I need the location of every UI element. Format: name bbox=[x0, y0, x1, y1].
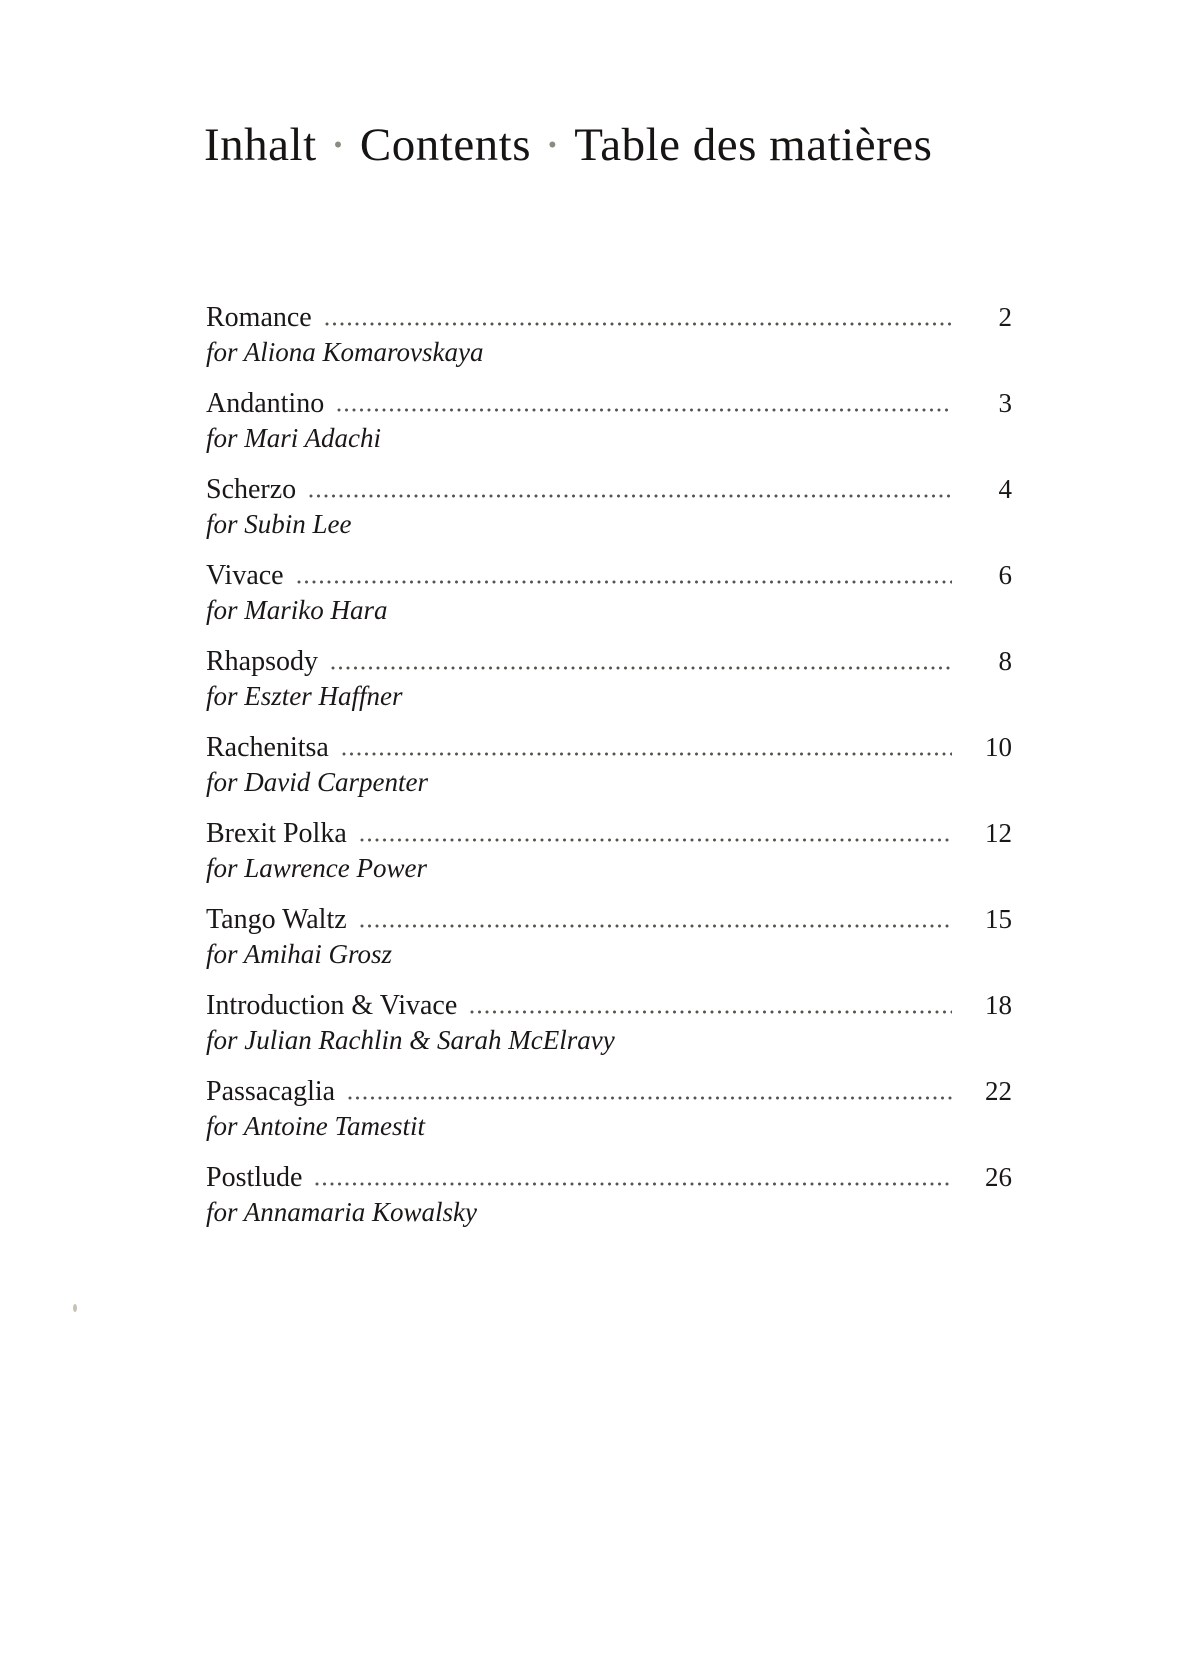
separator-bullet-icon: • bbox=[548, 132, 558, 159]
toc-entry-page-number: 22 bbox=[985, 1076, 1012, 1106]
toc-entry-title: Rachenitsa bbox=[206, 732, 329, 763]
toc-entry-title: Romance bbox=[206, 302, 312, 333]
toc-entry-line bbox=[206, 300, 1012, 335]
toc-entry-title: Andantino bbox=[206, 388, 325, 419]
toc-entry-title: Passacaglia bbox=[206, 1076, 336, 1107]
toc-entry-dedication: for Annamaria Kowalsky bbox=[206, 1197, 478, 1227]
toc-entry-line bbox=[206, 730, 1012, 765]
dot-leader bbox=[331, 666, 952, 670]
dot-leader bbox=[309, 494, 952, 498]
toc-list bbox=[206, 300, 1012, 1246]
toc-entry-page-number: 12 bbox=[985, 818, 1012, 848]
toc-entry-title: Postlude bbox=[206, 1162, 303, 1193]
toc-entry-title: Scherzo bbox=[206, 474, 297, 505]
toc-entry-dedication: for Mariko Hara bbox=[206, 595, 388, 625]
page-title bbox=[204, 118, 932, 172]
toc-entry bbox=[206, 902, 1012, 971]
page-title-english: Contents bbox=[359, 119, 532, 171]
toc-entry-dedication: for David Carpenter bbox=[206, 767, 428, 797]
toc-entry-dedication: for Eszter Haffner bbox=[206, 681, 403, 711]
toc-entry-line bbox=[206, 1074, 1012, 1109]
toc-entry bbox=[206, 1074, 1012, 1143]
dot-leader bbox=[360, 838, 952, 842]
toc-entry-page-number: 6 bbox=[998, 560, 1012, 590]
toc-entry-dedication: for Subin Lee bbox=[206, 509, 352, 539]
toc-entry-line bbox=[206, 644, 1012, 679]
toc-entry-page-number: 10 bbox=[985, 732, 1012, 762]
toc-entry-title: Brexit Polka bbox=[206, 818, 347, 849]
toc-entry-page-number: 4 bbox=[998, 474, 1012, 504]
toc-entry-dedication: for Amihai Grosz bbox=[206, 939, 393, 969]
separator-bullet-icon: • bbox=[333, 132, 343, 159]
toc-entry bbox=[206, 1160, 1012, 1229]
dot-leader bbox=[348, 1096, 952, 1100]
toc-entry bbox=[206, 558, 1012, 627]
toc-entry-line bbox=[206, 558, 1012, 593]
toc-entry-dedication: for Julian Rachlin & Sarah McElravy bbox=[206, 1025, 615, 1055]
toc-entry bbox=[206, 730, 1012, 799]
toc-entry-title: Rhapsody bbox=[206, 646, 318, 677]
dot-leader bbox=[342, 752, 952, 756]
toc-entry-page-number: 2 bbox=[998, 302, 1012, 332]
dot-leader bbox=[337, 408, 952, 412]
toc-entry-page-number: 3 bbox=[998, 388, 1012, 418]
dot-leader bbox=[360, 924, 952, 928]
page-title-german: Inhalt bbox=[204, 119, 317, 171]
toc-entry-page-number: 18 bbox=[985, 990, 1012, 1020]
toc-entry-line bbox=[206, 988, 1012, 1023]
toc-entry-line bbox=[206, 816, 1012, 851]
toc-entry-page-number: 26 bbox=[985, 1162, 1012, 1192]
toc-entry bbox=[206, 386, 1012, 455]
toc-entry bbox=[206, 988, 1012, 1057]
toc-entry-line bbox=[206, 1160, 1012, 1195]
dot-leader bbox=[297, 580, 952, 584]
page-title-french: Table des matières bbox=[574, 119, 933, 171]
toc-entry-line bbox=[206, 902, 1012, 937]
toc-entry-title: Vivace bbox=[206, 560, 284, 591]
ink-speck bbox=[73, 1304, 77, 1312]
toc-entry bbox=[206, 472, 1012, 541]
toc-entry-line bbox=[206, 472, 1012, 507]
toc-entry-page-number: 8 bbox=[998, 646, 1012, 676]
toc-entry bbox=[206, 644, 1012, 713]
toc-entry-dedication: for Aliona Komarovskaya bbox=[206, 337, 484, 367]
toc-entry-dedication: for Lawrence Power bbox=[206, 853, 427, 883]
toc-entry-dedication: for Mari Adachi bbox=[206, 423, 381, 453]
toc-entry-dedication: for Antoine Tamestit bbox=[206, 1111, 426, 1141]
toc-entry bbox=[206, 300, 1012, 369]
toc-entry bbox=[206, 816, 1012, 885]
toc-entry-title: Introduction & Vivace bbox=[206, 990, 458, 1021]
toc-entry-line bbox=[206, 386, 1012, 421]
toc-entry-title: Tango Waltz bbox=[206, 904, 347, 935]
dot-leader bbox=[470, 1010, 952, 1014]
dot-leader bbox=[315, 1182, 952, 1186]
toc-entry-page-number: 15 bbox=[985, 904, 1012, 934]
dot-leader bbox=[325, 322, 952, 326]
